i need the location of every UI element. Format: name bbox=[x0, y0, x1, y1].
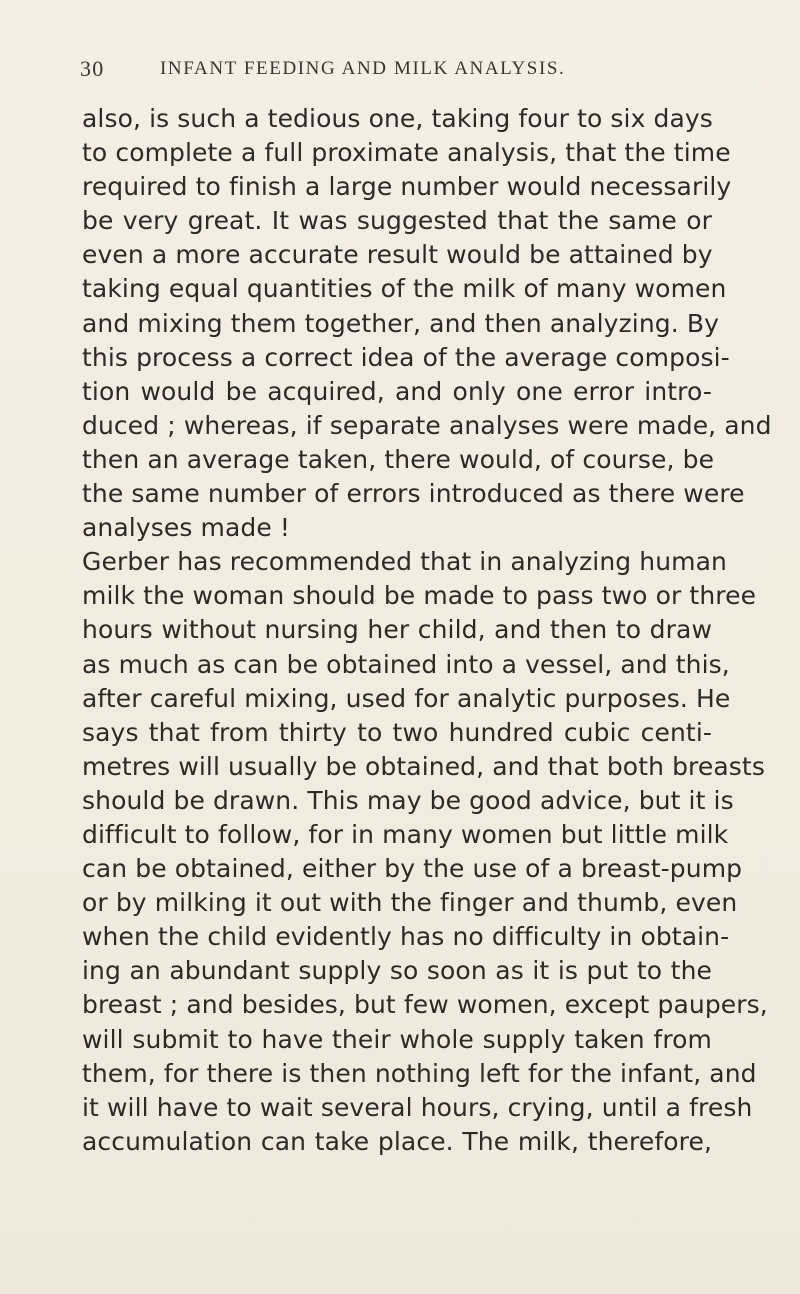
paragraph-end-line: analyses made ! bbox=[82, 513, 290, 543]
text-line: accumulation can take place. The milk, therefore, bbox=[82, 1126, 712, 1156]
text-line: metres will usually be obtained, and that both breasts bbox=[82, 751, 765, 781]
text-line: taking equal quantities of the milk of many women bbox=[82, 274, 727, 304]
text-line: this process a correct idea of the average composi- bbox=[82, 342, 730, 372]
text-line: when the child evidently has no difficulty in obtain- bbox=[82, 922, 730, 952]
text-line: required to finish a large number would necessarily bbox=[82, 172, 732, 202]
text-line: duced ; whereas, if separate analyses were made, and bbox=[82, 410, 772, 440]
text-line: to complete a full proximate analysis, that the time bbox=[82, 138, 731, 168]
running-title: INFANT FEEDING AND MILK ANALYSIS. bbox=[160, 58, 566, 79]
running-head bbox=[80, 56, 740, 86]
text-line: or by milking it out with the finger and thumb, even bbox=[82, 888, 738, 918]
text-line: it will have to wait several hours, crying, until a fresh bbox=[82, 1092, 753, 1122]
page-number: 30 bbox=[80, 56, 105, 81]
text-line: the same number of errors introduced as there were bbox=[82, 479, 745, 509]
text-line: should be drawn. This may be good advice, but it is bbox=[82, 785, 734, 815]
text-line: ing an abundant supply so soon as it is put to the bbox=[82, 956, 712, 986]
text-line: will submit to have their whole supply taken from bbox=[82, 1024, 712, 1054]
text-line: then an average taken, there would, of course, be bbox=[82, 444, 715, 474]
text-line: difficult to follow, for in many women but little milk bbox=[82, 819, 729, 849]
text-line: them, for there is then nothing left for the infant, and bbox=[82, 1058, 757, 1088]
text-line: hours without nursing her child, and then to draw bbox=[82, 615, 712, 645]
text-line: tion would be acquired, and only one error intro- bbox=[82, 376, 712, 406]
text-line: after careful mixing, used for analytic purposes. He bbox=[82, 683, 731, 713]
text-line: milk the woman should be made to pass two or three bbox=[82, 581, 757, 611]
body-text bbox=[82, 102, 772, 1159]
text-line: can be obtained, either by the use of a breast-pump bbox=[82, 854, 743, 884]
text-line: as much as can be obtained into a vessel, and this, bbox=[82, 649, 730, 679]
text-line: Gerber has recommended that in analyzing human bbox=[82, 547, 728, 577]
text-line: be very great. It was suggested that the same or bbox=[82, 206, 712, 236]
text-line: also, is such a tedious one, taking four to six days bbox=[82, 104, 713, 133]
text-line: even a more accurate result would be attained by bbox=[82, 240, 713, 270]
text-line: and mixing them together, and then analyzing. By bbox=[82, 308, 720, 338]
text-line: says that from thirty to two hundred cubic centi- bbox=[82, 717, 712, 747]
text-line: breast ; and besides, but few women, except paupers, bbox=[82, 990, 768, 1020]
